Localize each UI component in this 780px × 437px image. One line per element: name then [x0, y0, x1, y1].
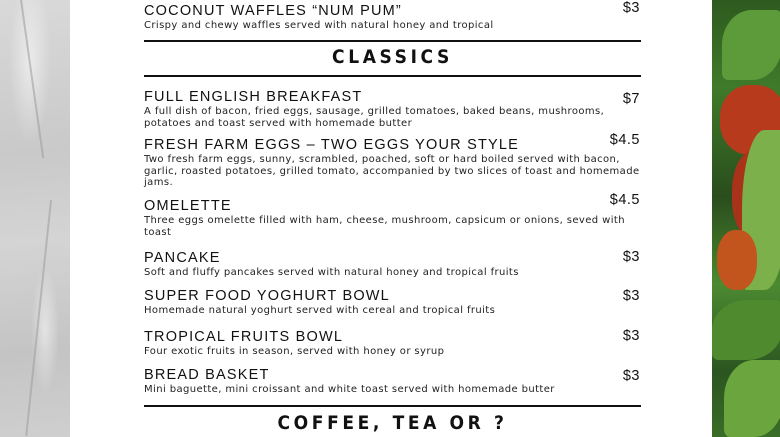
menu-item: [144, 250, 644, 279]
menu-item: [144, 329, 644, 358]
menu-item-coconut-waffles: [144, 3, 644, 32]
leaf-shape: [712, 300, 780, 360]
section-title-coffee: COFFEE, TEA OR ?: [277, 412, 508, 434]
item-title: FRESH FARM EGGS – TWO EGGS YOUR STYLE: [144, 137, 520, 153]
menu-item: [144, 137, 644, 189]
item-description: Homemade natural yoghurt served with cereal and tropical fruits: [144, 305, 496, 316]
item-title: PANCAKE: [144, 250, 221, 266]
section-title-classics: CLASSICS: [332, 46, 453, 68]
tomato-shape: [717, 230, 757, 290]
menu-item: [144, 89, 644, 129]
menu-item: [144, 288, 644, 317]
item-description: Four exotic fruits in season, served with honey or syrup: [144, 346, 445, 357]
item-price: $3: [622, 249, 640, 265]
marble-vein: [25, 200, 52, 436]
item-price: $3: [622, 328, 640, 344]
marble-background: [0, 0, 70, 437]
item-title: OMELETTE: [144, 198, 232, 214]
menu-page: [70, 0, 712, 437]
item-price: $7: [622, 91, 640, 107]
section-divider: [144, 40, 641, 42]
item-description: Soft and fluffy pancakes served with natural honey and tropical fruits: [144, 267, 519, 278]
food-photo: [712, 0, 780, 437]
item-price: $3: [622, 368, 640, 384]
marble-vein: [20, 0, 44, 158]
item-description: Two fresh farm eggs, sunny, scrambled, poached, soft or hard boiled served with bacon, garlic, roasted potatoes, grilled tomato, accompanied by two slices of toast and homemade jams.: [144, 154, 640, 188]
item-price: $4.5: [609, 132, 640, 148]
item-description: Crispy and chewy waffles served with natural honey and tropical: [144, 20, 494, 31]
item-description: Mini baguette, mini croissant and white toast served with homemade butter: [144, 384, 555, 395]
item-description: A full dish of bacon, fried eggs, sausage, grilled tomatoes, baked beans, mushrooms, potatoes and toast served with homemade butter: [144, 106, 605, 129]
item-title: BREAD BASKET: [144, 367, 270, 383]
item-title: SUPER FOOD YOGHURT BOWL: [144, 288, 390, 304]
item-price: $3: [622, 288, 640, 304]
item-description: Three eggs omelette filled with ham, cheese, mushroom, capsicum or onions, seved with toast: [144, 215, 625, 238]
item-price: $3: [622, 0, 640, 16]
leaf-shape: [724, 360, 780, 437]
section-divider: [144, 75, 641, 77]
item-price: $4.5: [609, 192, 640, 208]
item-title: FULL ENGLISH BREAKFAST: [144, 89, 363, 105]
menu-item: [144, 367, 644, 396]
menu-item: [144, 198, 644, 238]
item-title: COCONUT WAFFLES “NUM PUM”: [144, 3, 402, 19]
leaf-shape: [722, 10, 780, 80]
section-divider: [144, 405, 641, 407]
item-title: TROPICAL FRUITS BOWL: [144, 329, 344, 345]
